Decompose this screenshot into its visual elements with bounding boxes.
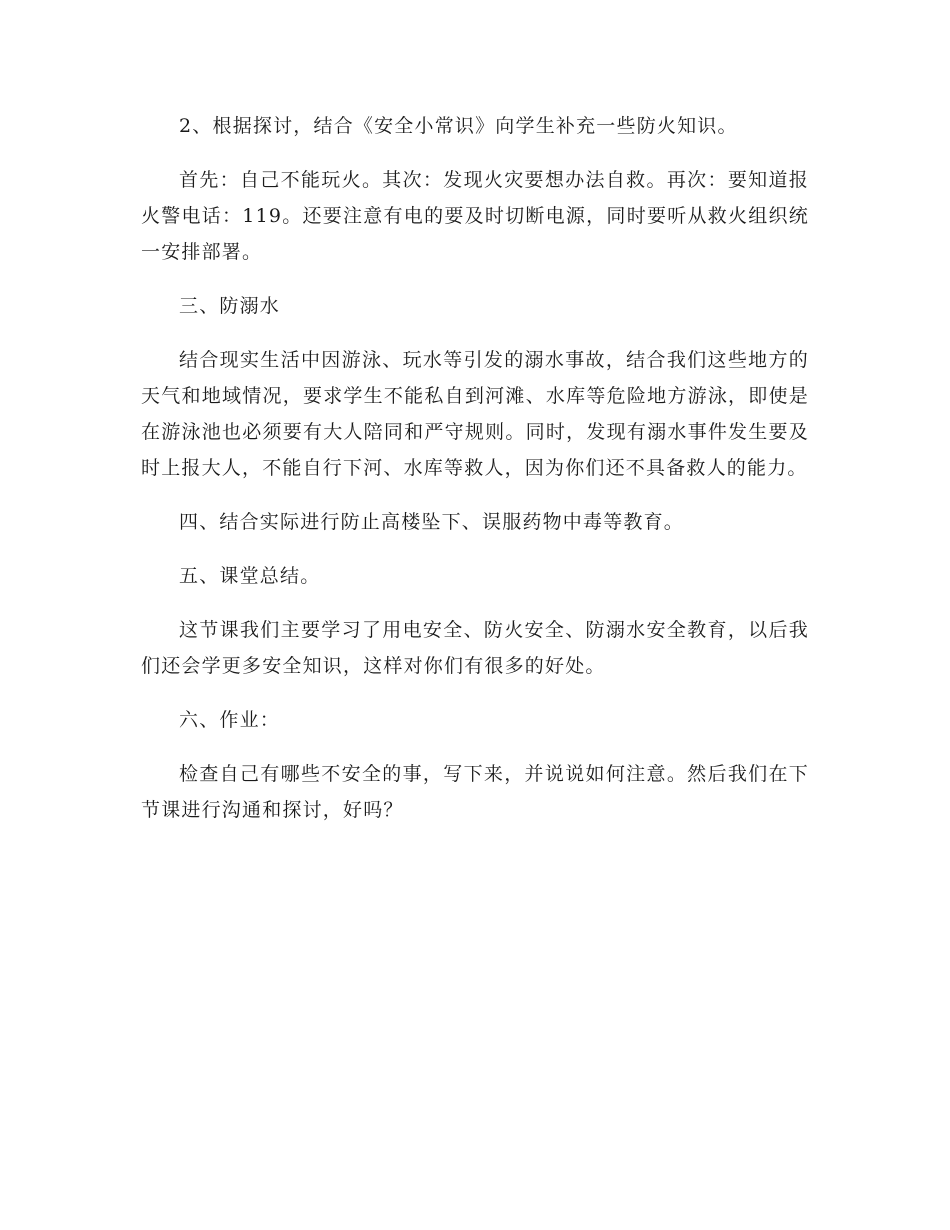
paragraph-drowning: 结合现实生活中因游泳、玩水等引发的溺水事故，结合我们这些地方的天气和地域情况，要求学生不能私自到河滩、水库等危险地方游泳，即使是在游泳池也必须要有大人陪同和严守规则。同时，发现有溺水事件发生要及时上报大人，不能自行下河、水库等救人，因为你们还不具备救人的能力。 (141, 349, 809, 479)
paragraph-fire-knowledge: 2、根据探讨，结合《安全小常识》向学生补充一些防火知识。 (179, 115, 738, 137)
paragraph-homework: 检查自己有哪些不安全的事，写下来，并说说如何注意。然后我们在下节课进行沟通和探讨，好吗？ (141, 763, 809, 821)
heading-drowning-prevention: 三、防溺水 (179, 295, 281, 317)
heading-other-safety: 四、结合实际进行防止高楼坠下、误服药物中毒等教育。 (179, 511, 685, 533)
paragraph-summary: 这节课我们主要学习了用电安全、防火安全、防溺水安全教育，以后我们还会学更多安全知识，这样对你们有很多的好处。 (141, 619, 809, 677)
paragraph-fire-steps: 首先：自己不能玩火。其次：发现火灾要想办法自救。再次：要知道报火警电话：119。还要注意有电的要及时切断电源，同时要听从救火组织统一安排部署。 (141, 169, 809, 263)
heading-summary: 五、课堂总结。 (179, 565, 321, 587)
document-body (141, 108, 809, 846)
heading-homework: 六、作业： (179, 709, 281, 731)
